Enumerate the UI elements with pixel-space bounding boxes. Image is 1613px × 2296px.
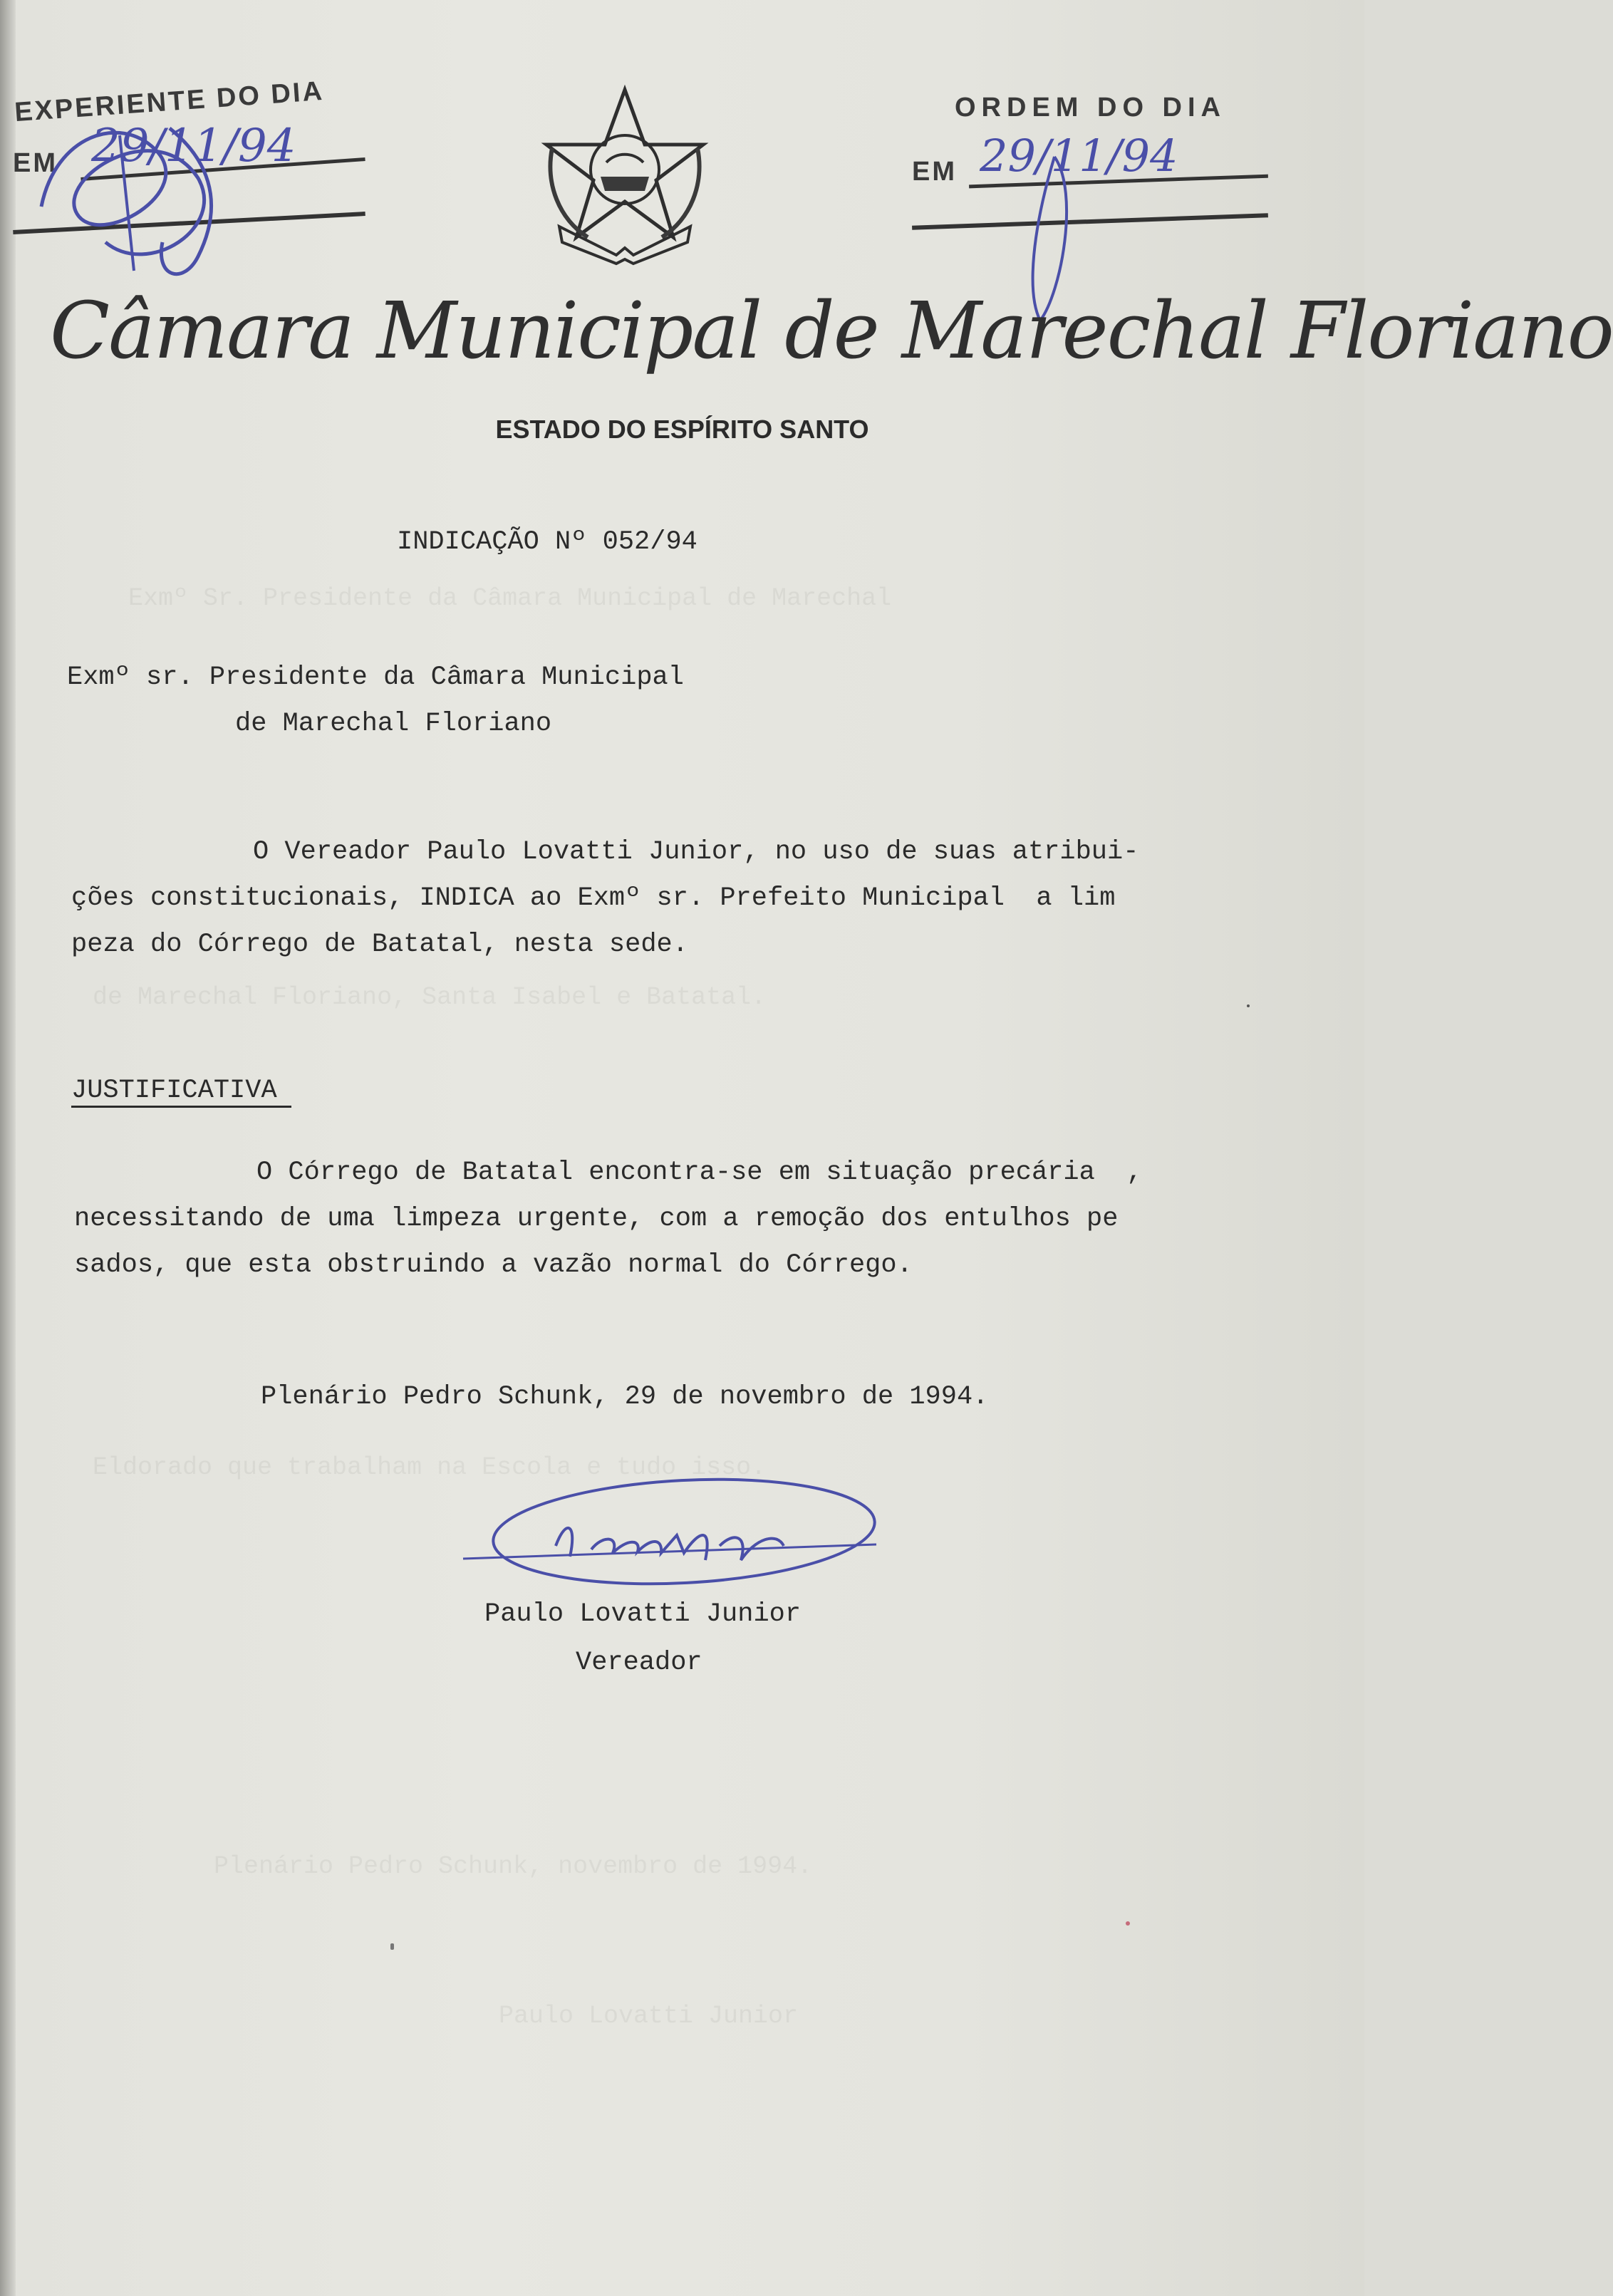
signature-icon [449, 1468, 891, 1596]
page-edge-shadow [0, 0, 16, 2296]
stamp-ordem-do-dia [905, 85, 1275, 242]
stamp-em-label: EM [13, 148, 58, 178]
show-through-text: Exmº Sr. Presidente da Câmara Municipal de Marechal [128, 584, 892, 613]
stamp-label: EXPERIENTE DO DIA [14, 76, 326, 128]
document-title: INDICAÇÃO Nº 052/94 [397, 527, 697, 557]
state-name: ESTADO DO ESPÍRITO SANTO [495, 415, 869, 444]
justification-line-2: necessitando de uma limpeza urgente, com a remoção dos entulhos pe [74, 1204, 1119, 1234]
signer-title: Vereador [576, 1648, 702, 1678]
justification-line-3: sados, que esta obstruindo a vazão normal do Córrego. [74, 1250, 913, 1280]
show-through-text: Paulo Lovatti Junior [499, 2002, 799, 2030]
body-line-2: ções constitucionais, INDICA ao Exmº sr. Prefeito Municipal a lim [71, 883, 1116, 913]
body-line-1: O Vereador Paulo Lovatti Junior, no uso de suas atribui- [253, 837, 1139, 867]
show-through-text: de Marechal Floriano, Santa Isabel e Batatal. [93, 983, 767, 1012]
body-line-3: peza do Córrego de Batatal, nesta sede. [71, 930, 688, 960]
stamp-label: ORDEM DO DIA [955, 93, 1226, 123]
salutation-line-1: Exmº sr. Presidente da Câmara Municipal [67, 663, 684, 692]
coat-of-arms-icon [538, 84, 712, 269]
stamp-experiente [13, 43, 369, 285]
show-through-text: Eldorado que trabalham na Escola e tudo isso. [93, 1453, 767, 1482]
place-date: Plenário Pedro Schunk, 29 de novembro de 1994. [261, 1382, 989, 1412]
justification-line-1: O Córrego de Batatal encontra-se em situação precária , [256, 1158, 1143, 1188]
salutation-line-2: de Marechal Floriano [235, 709, 552, 739]
chamber-name: Câmara Municipal de Marechal Floriano [50, 285, 1613, 376]
show-through-text: Plenário Pedro Schunk, novembro de 1994. [214, 1852, 813, 1881]
justification-heading: JUSTIFICATIVA [71, 1076, 291, 1108]
stamp-handwritten-date: 29/11/94 [980, 130, 1178, 182]
stamp-em-label: EM [912, 157, 957, 187]
handwritten-initials-icon [13, 71, 312, 299]
stamp-handwritten-date: 29/11/94 [91, 120, 296, 172]
signer-name: Paulo Lovatti Junior [484, 1599, 802, 1629]
